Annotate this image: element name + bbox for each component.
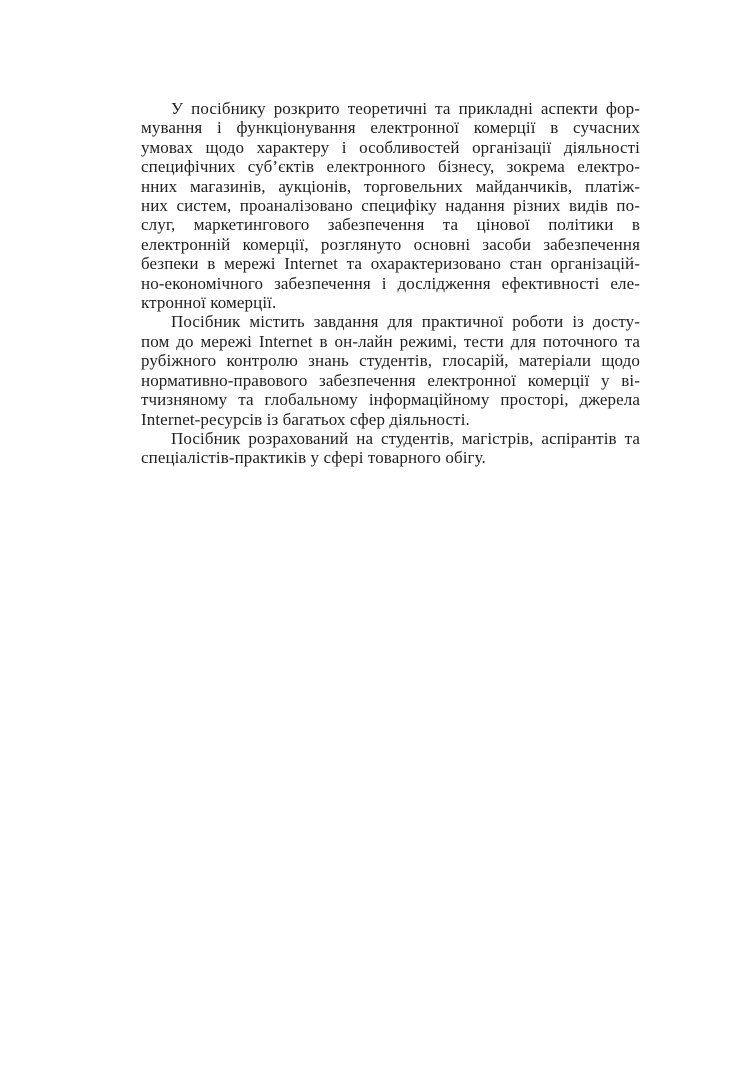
paragraph-3 [111, 429, 640, 468]
text-line: но-економічного забезпечення і дослідження ефективності еле- [141, 273, 640, 293]
paragraph-2 [111, 312, 640, 428]
text-line: мування і функціонування електронної комерції в сучасних [141, 118, 640, 138]
text-line: специфічних суб’єктів електронного бізнесу, зокрема електро- [141, 157, 640, 177]
text-line: тчизняному та глобальному інформаційному просторі, джерела [141, 390, 640, 410]
text-line: Посібник містить завдання для практичної роботи із досту- [171, 312, 640, 332]
text-line: умовах щодо характеру і особливостей організації діяльності [141, 137, 640, 157]
text-line: ктронної комерції. [141, 293, 277, 313]
text-line: нних магазинів, аукціонів, торговельних майданчиків, платіж- [141, 176, 640, 196]
text-line: слуг, маркетингового забезпечення та цінової політики в [141, 215, 640, 235]
text-line: Посібник розрахований на студентів, магістрів, аспірантів та [171, 428, 640, 448]
text-line: безпеки в мережі Internet та охарактеризовано стан організацій- [141, 254, 640, 274]
text-line: пом до мережі Internet в он-лайн режимі, тести для поточного та [141, 331, 640, 351]
text-line: електронній комерції, розглянуто основні засоби забезпечення [141, 234, 640, 254]
text-line: Internet-ресурсів із багатьох сфер діяльності. [141, 409, 470, 429]
paragraph-1 [111, 99, 640, 312]
annotation-text [111, 99, 640, 468]
text-line: нормативно-правового забезпечення електронної комерції у ві- [141, 370, 640, 390]
text-line: рубіжного контролю знань студентів, глосарій, матеріали щодо [141, 351, 640, 371]
text-line: У посібнику розкрито теоретичні та прикладні аспекти фор- [171, 99, 640, 118]
text-line: них систем, проаналізовано специфіку надання різних видів по- [141, 196, 640, 216]
text-line: спеціалістів-практиків у сфері товарного обігу. [141, 448, 486, 468]
